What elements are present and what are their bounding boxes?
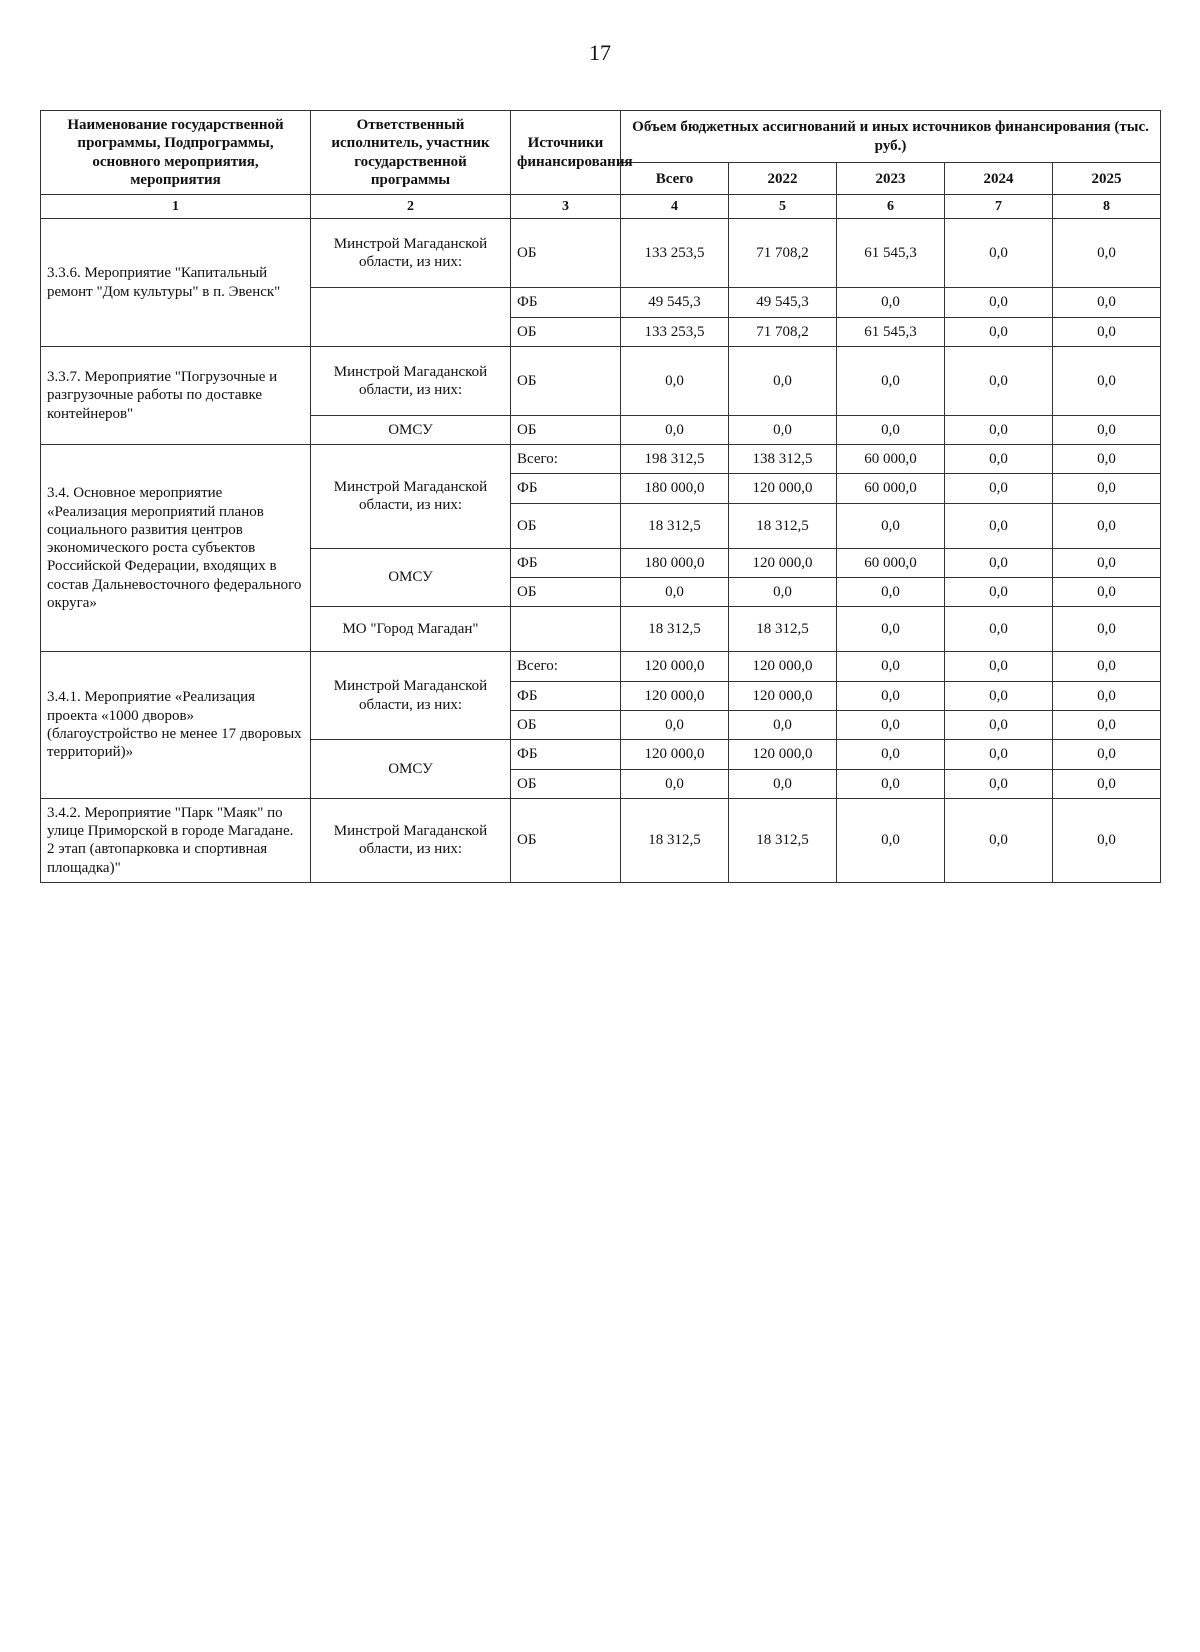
column-number: 1 [41, 195, 311, 219]
column-number: 7 [945, 195, 1053, 219]
value-cell: 0,0 [837, 652, 945, 681]
value-cell: 0,0 [837, 346, 945, 415]
value-cell: 0,0 [1053, 548, 1161, 577]
executor-cell: Минстрой Магаданской области, из них: [311, 346, 511, 415]
executor-cell: Минстрой Магаданской области, из них: [311, 652, 511, 740]
source-cell: ОБ [511, 769, 621, 798]
header-year: 2022 [729, 163, 837, 195]
source-cell: ФБ [511, 681, 621, 710]
table-row [41, 798, 1161, 882]
value-cell: 60 000,0 [837, 548, 945, 577]
value-cell: 180 000,0 [621, 474, 729, 503]
value-cell: 198 312,5 [621, 445, 729, 474]
value-cell: 120 000,0 [729, 740, 837, 769]
financing-table [40, 110, 1161, 883]
value-cell: 0,0 [945, 607, 1053, 652]
measure-name: 3.3.7. Мероприятие "Погрузочные и разгрузочные работы по доставке контейнеров" [41, 346, 311, 444]
page-number: 17 [589, 40, 611, 65]
value-cell: 0,0 [1053, 474, 1161, 503]
value-cell: 133 253,5 [621, 219, 729, 288]
table-row [41, 346, 1161, 415]
column-number: 2 [311, 195, 511, 219]
value-cell: 0,0 [1053, 578, 1161, 607]
value-cell: 0,0 [1053, 740, 1161, 769]
value-cell: 0,0 [621, 415, 729, 444]
value-cell: 49 545,3 [621, 288, 729, 317]
executor-cell: Минстрой Магаданской области, из них: [311, 445, 511, 549]
value-cell: 0,0 [1053, 346, 1161, 415]
measure-name: 3.4.1. Мероприятие «Реализация проекта «1000 дворов» (благоустройство не менее 17 дворовых территорий)» [41, 652, 311, 798]
value-cell: 138 312,5 [729, 445, 837, 474]
source-cell: ОБ [511, 415, 621, 444]
header-name: Наименование государственной программы, Подпрограммы, основного мероприятия, мероприятия [41, 111, 311, 195]
value-cell: 0,0 [945, 740, 1053, 769]
value-cell: 120 000,0 [621, 740, 729, 769]
source-cell: ОБ [511, 503, 621, 548]
value-cell: 0,0 [945, 652, 1053, 681]
source-cell [511, 607, 621, 652]
header-year: 2024 [945, 163, 1053, 195]
source-cell: ОБ [511, 346, 621, 415]
value-cell: 61 545,3 [837, 219, 945, 288]
value-cell: 0,0 [621, 710, 729, 739]
value-cell: 0,0 [621, 578, 729, 607]
value-cell: 0,0 [945, 769, 1053, 798]
value-cell: 120 000,0 [621, 681, 729, 710]
value-cell: 18 312,5 [621, 503, 729, 548]
value-cell: 0,0 [837, 288, 945, 317]
value-cell: 0,0 [1053, 288, 1161, 317]
value-cell: 60 000,0 [837, 445, 945, 474]
executor-cell: ОМСУ [311, 415, 511, 444]
source-cell: ФБ [511, 740, 621, 769]
value-cell: 0,0 [945, 445, 1053, 474]
table-row [41, 219, 1161, 288]
value-cell: 61 545,3 [837, 317, 945, 346]
value-cell: 0,0 [1053, 219, 1161, 288]
value-cell: 0,0 [945, 317, 1053, 346]
value-cell: 0,0 [1053, 798, 1161, 882]
header-row [41, 111, 1161, 163]
value-cell: 120 000,0 [729, 652, 837, 681]
value-cell: 0,0 [945, 681, 1053, 710]
value-cell: 0,0 [945, 503, 1053, 548]
source-cell: ОБ [511, 219, 621, 288]
header-year: 2023 [837, 163, 945, 195]
header-year: 2025 [1053, 163, 1161, 195]
value-cell: 0,0 [945, 474, 1053, 503]
measure-name: 3.4. Основное мероприятие «Реализация мероприятий планов социального развития центров экономического роста субъектов Российской Федерации, входящих в состав Дальневосточного федерального округа» [41, 445, 311, 652]
value-cell: 49 545,3 [729, 288, 837, 317]
value-cell: 0,0 [837, 415, 945, 444]
value-cell: 0,0 [621, 346, 729, 415]
measure-name: 3.3.6. Мероприятие "Капитальный ремонт "Дом культуры" в п. Эвенск" [41, 219, 311, 347]
value-cell: 120 000,0 [621, 652, 729, 681]
value-cell: 0,0 [945, 798, 1053, 882]
column-number: 5 [729, 195, 837, 219]
table-row [41, 652, 1161, 681]
executor-cell: Минстрой Магаданской области, из них: [311, 219, 511, 288]
source-cell: ФБ [511, 288, 621, 317]
value-cell: 180 000,0 [621, 548, 729, 577]
value-cell: 0,0 [837, 681, 945, 710]
table-row [41, 445, 1161, 474]
value-cell: 0,0 [1053, 681, 1161, 710]
executor-cell-empty [311, 288, 511, 347]
header-source: Источники финансирования [511, 111, 621, 195]
executor-cell: ОМСУ [311, 740, 511, 799]
value-cell: 0,0 [729, 710, 837, 739]
value-cell: 0,0 [945, 415, 1053, 444]
value-cell: 0,0 [945, 710, 1053, 739]
executor-cell: МО "Город Магадан" [311, 607, 511, 652]
value-cell: 0,0 [837, 798, 945, 882]
value-cell: 133 253,5 [621, 317, 729, 346]
value-cell: 0,0 [945, 288, 1053, 317]
measure-name: 3.4.2. Мероприятие "Парк "Маяк" по улице Приморской в городе Магадане. 2 этап (автопарковка и спортивная площадка)" [41, 798, 311, 882]
value-cell: 0,0 [729, 578, 837, 607]
value-cell: 0,0 [945, 548, 1053, 577]
value-cell: 0,0 [945, 346, 1053, 415]
value-cell: 0,0 [1053, 710, 1161, 739]
value-cell: 71 708,2 [729, 219, 837, 288]
value-cell: 18 312,5 [621, 607, 729, 652]
source-cell: Всего: [511, 652, 621, 681]
column-number-row [41, 195, 1161, 219]
header-year: Всего [621, 163, 729, 195]
source-cell: Всего: [511, 445, 621, 474]
value-cell: 0,0 [729, 415, 837, 444]
header-volume: Объем бюджетных ассигнований и иных источников финансирования (тыс. руб.) [621, 111, 1161, 163]
source-cell: ФБ [511, 474, 621, 503]
value-cell: 120 000,0 [729, 681, 837, 710]
value-cell: 0,0 [837, 740, 945, 769]
value-cell: 0,0 [1053, 503, 1161, 548]
value-cell: 0,0 [621, 769, 729, 798]
value-cell: 120 000,0 [729, 548, 837, 577]
executor-cell: Минстрой Магаданской области, из них: [311, 798, 511, 882]
value-cell: 18 312,5 [729, 503, 837, 548]
source-cell: ФБ [511, 548, 621, 577]
value-cell: 0,0 [1053, 415, 1161, 444]
value-cell: 0,0 [837, 607, 945, 652]
value-cell: 0,0 [1053, 445, 1161, 474]
value-cell: 0,0 [837, 710, 945, 739]
column-number: 6 [837, 195, 945, 219]
value-cell: 0,0 [945, 219, 1053, 288]
value-cell: 0,0 [729, 346, 837, 415]
source-cell: ОБ [511, 317, 621, 346]
value-cell: 120 000,0 [729, 474, 837, 503]
value-cell: 0,0 [729, 769, 837, 798]
executor-cell: ОМСУ [311, 548, 511, 607]
value-cell: 0,0 [1053, 607, 1161, 652]
value-cell: 0,0 [1053, 317, 1161, 346]
value-cell: 18 312,5 [729, 798, 837, 882]
value-cell: 18 312,5 [729, 607, 837, 652]
header-executor: Ответственный исполнитель, участник государственной программы [311, 111, 511, 195]
column-number: 4 [621, 195, 729, 219]
value-cell: 0,0 [837, 578, 945, 607]
value-cell: 71 708,2 [729, 317, 837, 346]
value-cell: 0,0 [945, 578, 1053, 607]
column-number: 3 [511, 195, 621, 219]
value-cell: 0,0 [837, 769, 945, 798]
value-cell: 60 000,0 [837, 474, 945, 503]
value-cell: 0,0 [837, 503, 945, 548]
value-cell: 0,0 [1053, 652, 1161, 681]
source-cell: ОБ [511, 798, 621, 882]
source-cell: ОБ [511, 710, 621, 739]
value-cell: 0,0 [1053, 769, 1161, 798]
column-number: 8 [1053, 195, 1161, 219]
source-cell: ОБ [511, 578, 621, 607]
value-cell: 18 312,5 [621, 798, 729, 882]
